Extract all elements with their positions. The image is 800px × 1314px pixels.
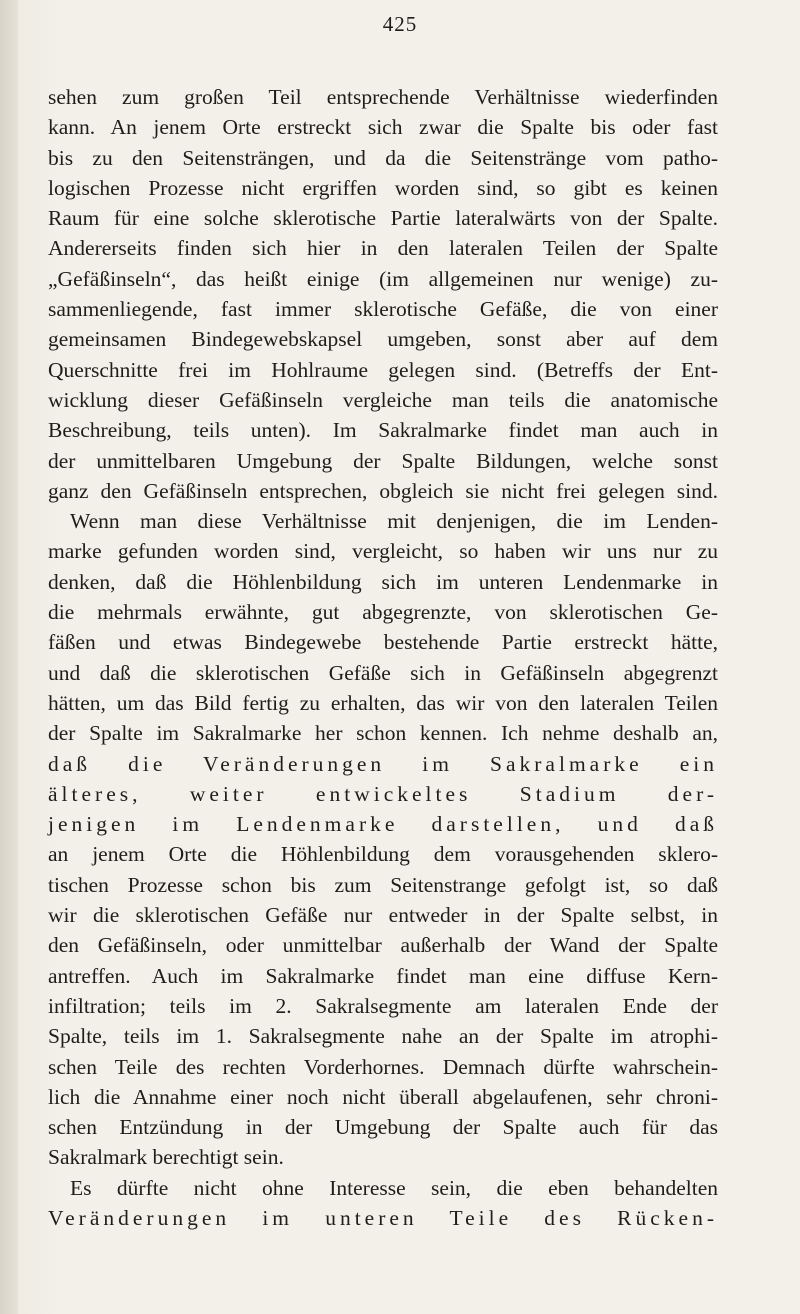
text-line: schen Entzündung in der Umgebung der Spalte auch für das (48, 1115, 718, 1140)
text-line: an jenem Orte die Höhlenbildung dem vorausgehenden sklero- (48, 842, 718, 867)
text-line: den Gefäßinseln, oder unmittelbar außerhalb der Wand der Spalte (48, 933, 718, 958)
text-line: tischen Prozesse schon bis zum Seitenstrange gefolgt ist, so daß (48, 872, 718, 897)
text-line-spaced: jenigen im Lendenmarke darstellen, und daß (48, 812, 718, 837)
text-line: antreffen. Auch im Sakralmarke findet man eine diffuse Kern- (48, 963, 718, 988)
text-line: wir die sklerotischen Gefäße nur entweder in der Spalte selbst, in (48, 903, 718, 928)
text-line: und daß die sklerotischen Gefäße sich in Gefäßinseln abgegrenzt (48, 660, 718, 685)
text-line: Andererseits finden sich hier in den lateralen Teilen der Spalte (48, 236, 718, 261)
text-line: infiltration; teils im 2. Sakralsegmente am lateralen Ende der (48, 993, 718, 1018)
text-line: fäßen und etwas Bindegewebe bestehende Partie erstreckt hätte, (48, 630, 718, 655)
text-line: wicklung dieser Gefäßinseln vergleiche man teils die anatomische (48, 387, 718, 412)
text-line: bis zu den Seitensträngen, und da die Seitenstränge vom patho- (48, 145, 718, 170)
text-line: lich die Annahme einer noch nicht überall abgelaufenen, sehr chroni- (48, 1084, 718, 1109)
text-line-spaced: Veränderungen im unteren Teile des Rücken- (48, 1205, 718, 1230)
text-line: schen Teile des rechten Vorderhornes. Demnach dürfte wahrschein- (48, 1054, 718, 1079)
text-line: der unmittelbaren Umgebung der Spalte Bildungen, welche sonst (48, 448, 718, 473)
text-line: marke gefunden worden sind, vergleicht, so haben wir uns nur zu (48, 539, 718, 564)
page-number: 425 (382, 12, 418, 36)
text-line: die mehrmals erwähnte, gut abgegrenzte, von sklerotischen Ge- (48, 600, 718, 625)
text-line: Querschnitte frei im Hohlraume gelegen sind. (Betreffs der Ent- (48, 357, 718, 382)
text-line: sehen zum großen Teil entsprechende Verhältnisse wiederfinden (48, 85, 718, 109)
text-line: Sakralmark berechtigt sein. (48, 1145, 284, 1170)
page-gutter (0, 0, 18, 1314)
text-line: Raum für eine solche sklerotische Partie lateralwärts von der Spalte. (48, 206, 718, 231)
text-line: der Spalte im Sakralmarke her schon kennen. Ich nehme deshalb an, (48, 721, 718, 746)
text-line: hätten, um das Bild fertig zu erhalten, das wir von den lateralen Teilen (48, 690, 718, 715)
text-line: denken, daß die Höhlenbildung sich im unteren Lendenmarke in (48, 569, 718, 594)
text-line: Beschreibung, teils unten). Im Sakralmarke findet man auch in (48, 418, 718, 443)
text-line: Es dürfte nicht ohne Interesse sein, die eben behandelten (70, 1175, 718, 1200)
text-line: „Gefäßinseln“, das heißt einige (im allgemeinen nur wenige) zu- (48, 266, 718, 291)
text-line: Wenn man diese Verhältnisse mit denjenigen, die im Lenden- (70, 509, 718, 534)
text-line: ganz den Gefäßinseln entsprechen, obgleich sie nicht frei gelegen sind. (48, 478, 718, 503)
body-text (48, 82, 718, 1233)
text-line-spaced: daß die Veränderungen im Sakralmarke ein (48, 751, 718, 776)
text-line-spaced: älteres, weiter entwickeltes Stadium der- (48, 781, 718, 806)
text-line: Spalte, teils im 1. Sakralsegmente nahe an der Spalte im atrophi- (48, 1024, 718, 1049)
text-line: kann. An jenem Orte erstreckt sich zwar die Spalte bis oder fast (48, 115, 718, 140)
text-line: gemeinsamen Bindegewebskapsel umgeben, sonst aber auf dem (48, 327, 718, 352)
text-line: logischen Prozesse nicht ergriffen worden sind, so gibt es keinen (48, 175, 718, 200)
text-line: sammenliegende, fast immer sklerotische Gefäße, die von einer (48, 297, 718, 322)
